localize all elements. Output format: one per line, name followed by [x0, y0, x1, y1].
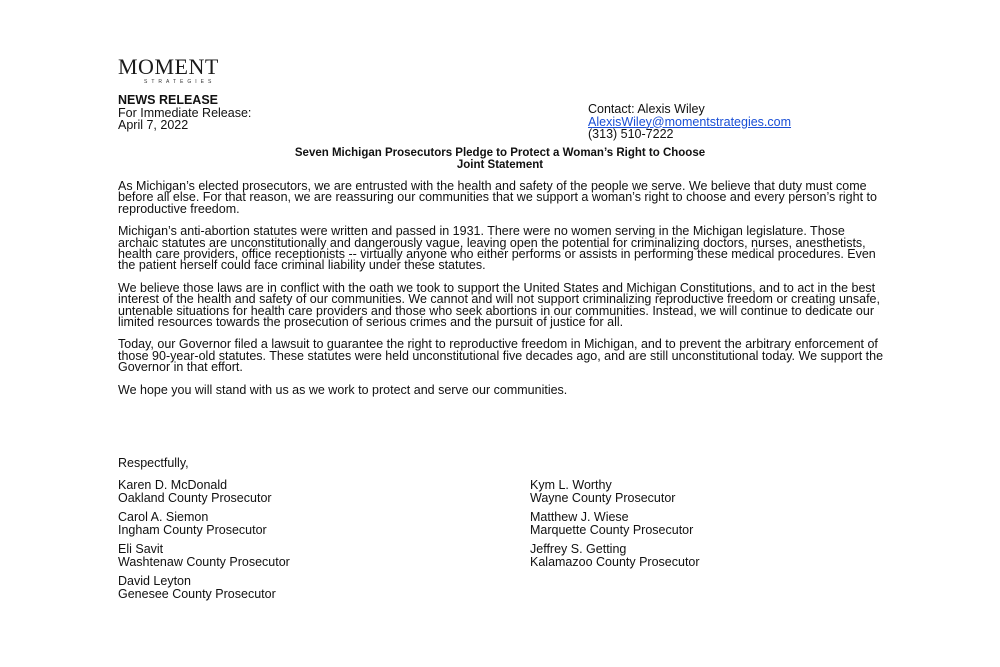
news-release-label: NEWS RELEASE [118, 93, 219, 107]
signatory-title: Genesee County Prosecutor [118, 586, 276, 601]
signatory-title: Marquette County Prosecutor [530, 522, 694, 537]
headline-title: Seven Michigan Prosecutors Pledge to Protect a Woman’s Right to Choose [294, 147, 706, 159]
headline-subtitle: Joint Statement [456, 158, 544, 171]
signatory [118, 511, 267, 536]
signatory [530, 511, 693, 536]
paragraph: As Michigan’s elected prosecutors, we are entrusted with the health and safety of the people we serve. We believe that duty must come before all else. For that reason, we are reassuring our communities that we support a woman’s right to choose and every person’s right to reproductive freedom. [118, 179, 877, 216]
signatory-name: Kym L. Worthy [530, 478, 612, 492]
signatory-name: David Leyton [118, 574, 191, 588]
signatory-name: Carol A. Siemon [118, 510, 209, 524]
signatory-name: Matthew J. Wiese [530, 510, 629, 524]
release-timing: For Immediate Release: [118, 105, 252, 120]
company-logo [118, 56, 278, 85]
signatory-name: Eli Savit [118, 542, 164, 556]
signatory-title: Wayne County Prosecutor [530, 490, 676, 505]
signatory-title: Oakland County Prosecutor [118, 490, 272, 505]
logo-wordmark: MOMENT [118, 54, 219, 79]
contact-email-link[interactable]: AlexisWiley@momentstrategies.com [588, 114, 792, 129]
signatory-name: Karen D. McDonald [118, 478, 228, 492]
closing-salutation: Respectfully, [118, 456, 189, 470]
statement-body [118, 181, 884, 407]
signatory-title: Ingham County Prosecutor [118, 522, 267, 537]
contact-name: Contact: Alexis Wiley [588, 102, 705, 116]
paragraph: Michigan’s anti-abortion statutes were written and passed in 1931. There were no women serving in the Michigan legislature. Those archaic statutes are unconstitutionally and dangerously vague, leaving open the potential for criminalizing doctors, nurses, anesthetists, health care providers, office receptionists -- virtually anyone who either performs or assists in performing these medical procedures. Even the patient herself could face criminal liability under these statutes. [118, 224, 876, 273]
signatory [530, 543, 700, 568]
contact-info [588, 103, 791, 141]
signatory [118, 479, 272, 504]
signatory [530, 479, 675, 504]
signatory [118, 575, 276, 600]
signatory-title: Kalamazoo County Prosecutor [530, 554, 700, 569]
logo-tagline: STRATEGIES [144, 79, 216, 85]
contact-phone: (313) 510-7222 [588, 127, 674, 141]
signatory-title: Washtenaw County Prosecutor [118, 554, 290, 569]
signatory-name: Jeffrey S. Getting [530, 542, 627, 556]
paragraph: We hope you will stand with us as we work to protect and serve our communities. [118, 382, 568, 397]
signatory [118, 543, 290, 568]
release-date: April 7, 2022 [118, 118, 189, 132]
release-info [118, 94, 251, 132]
paragraph: We believe those laws are in conflict with the oath we took to support the United States and Michigan Constitutions, and to act in the best interest of the health and safety of our communities. We cannot and will not support criminalizing reproductive freedom or creating unsafe, untenable situations for health care providers and those who seek abortions in our communities. Instead, we will continue to dedicate our limited resources towards the prosecution of serious crimes and the pursuit of justice for all. [118, 280, 880, 330]
paragraph: Today, our Governor filed a lawsuit to guarantee the right to reproductive freedom in Michigan, and to prevent the arbitrary enforcement of those 90-year-old statutes. These statutes were held unconstitutional five decades ago, and are still unconstitutional today. We support the Governor in that effort. [118, 337, 884, 375]
headline [118, 148, 882, 171]
